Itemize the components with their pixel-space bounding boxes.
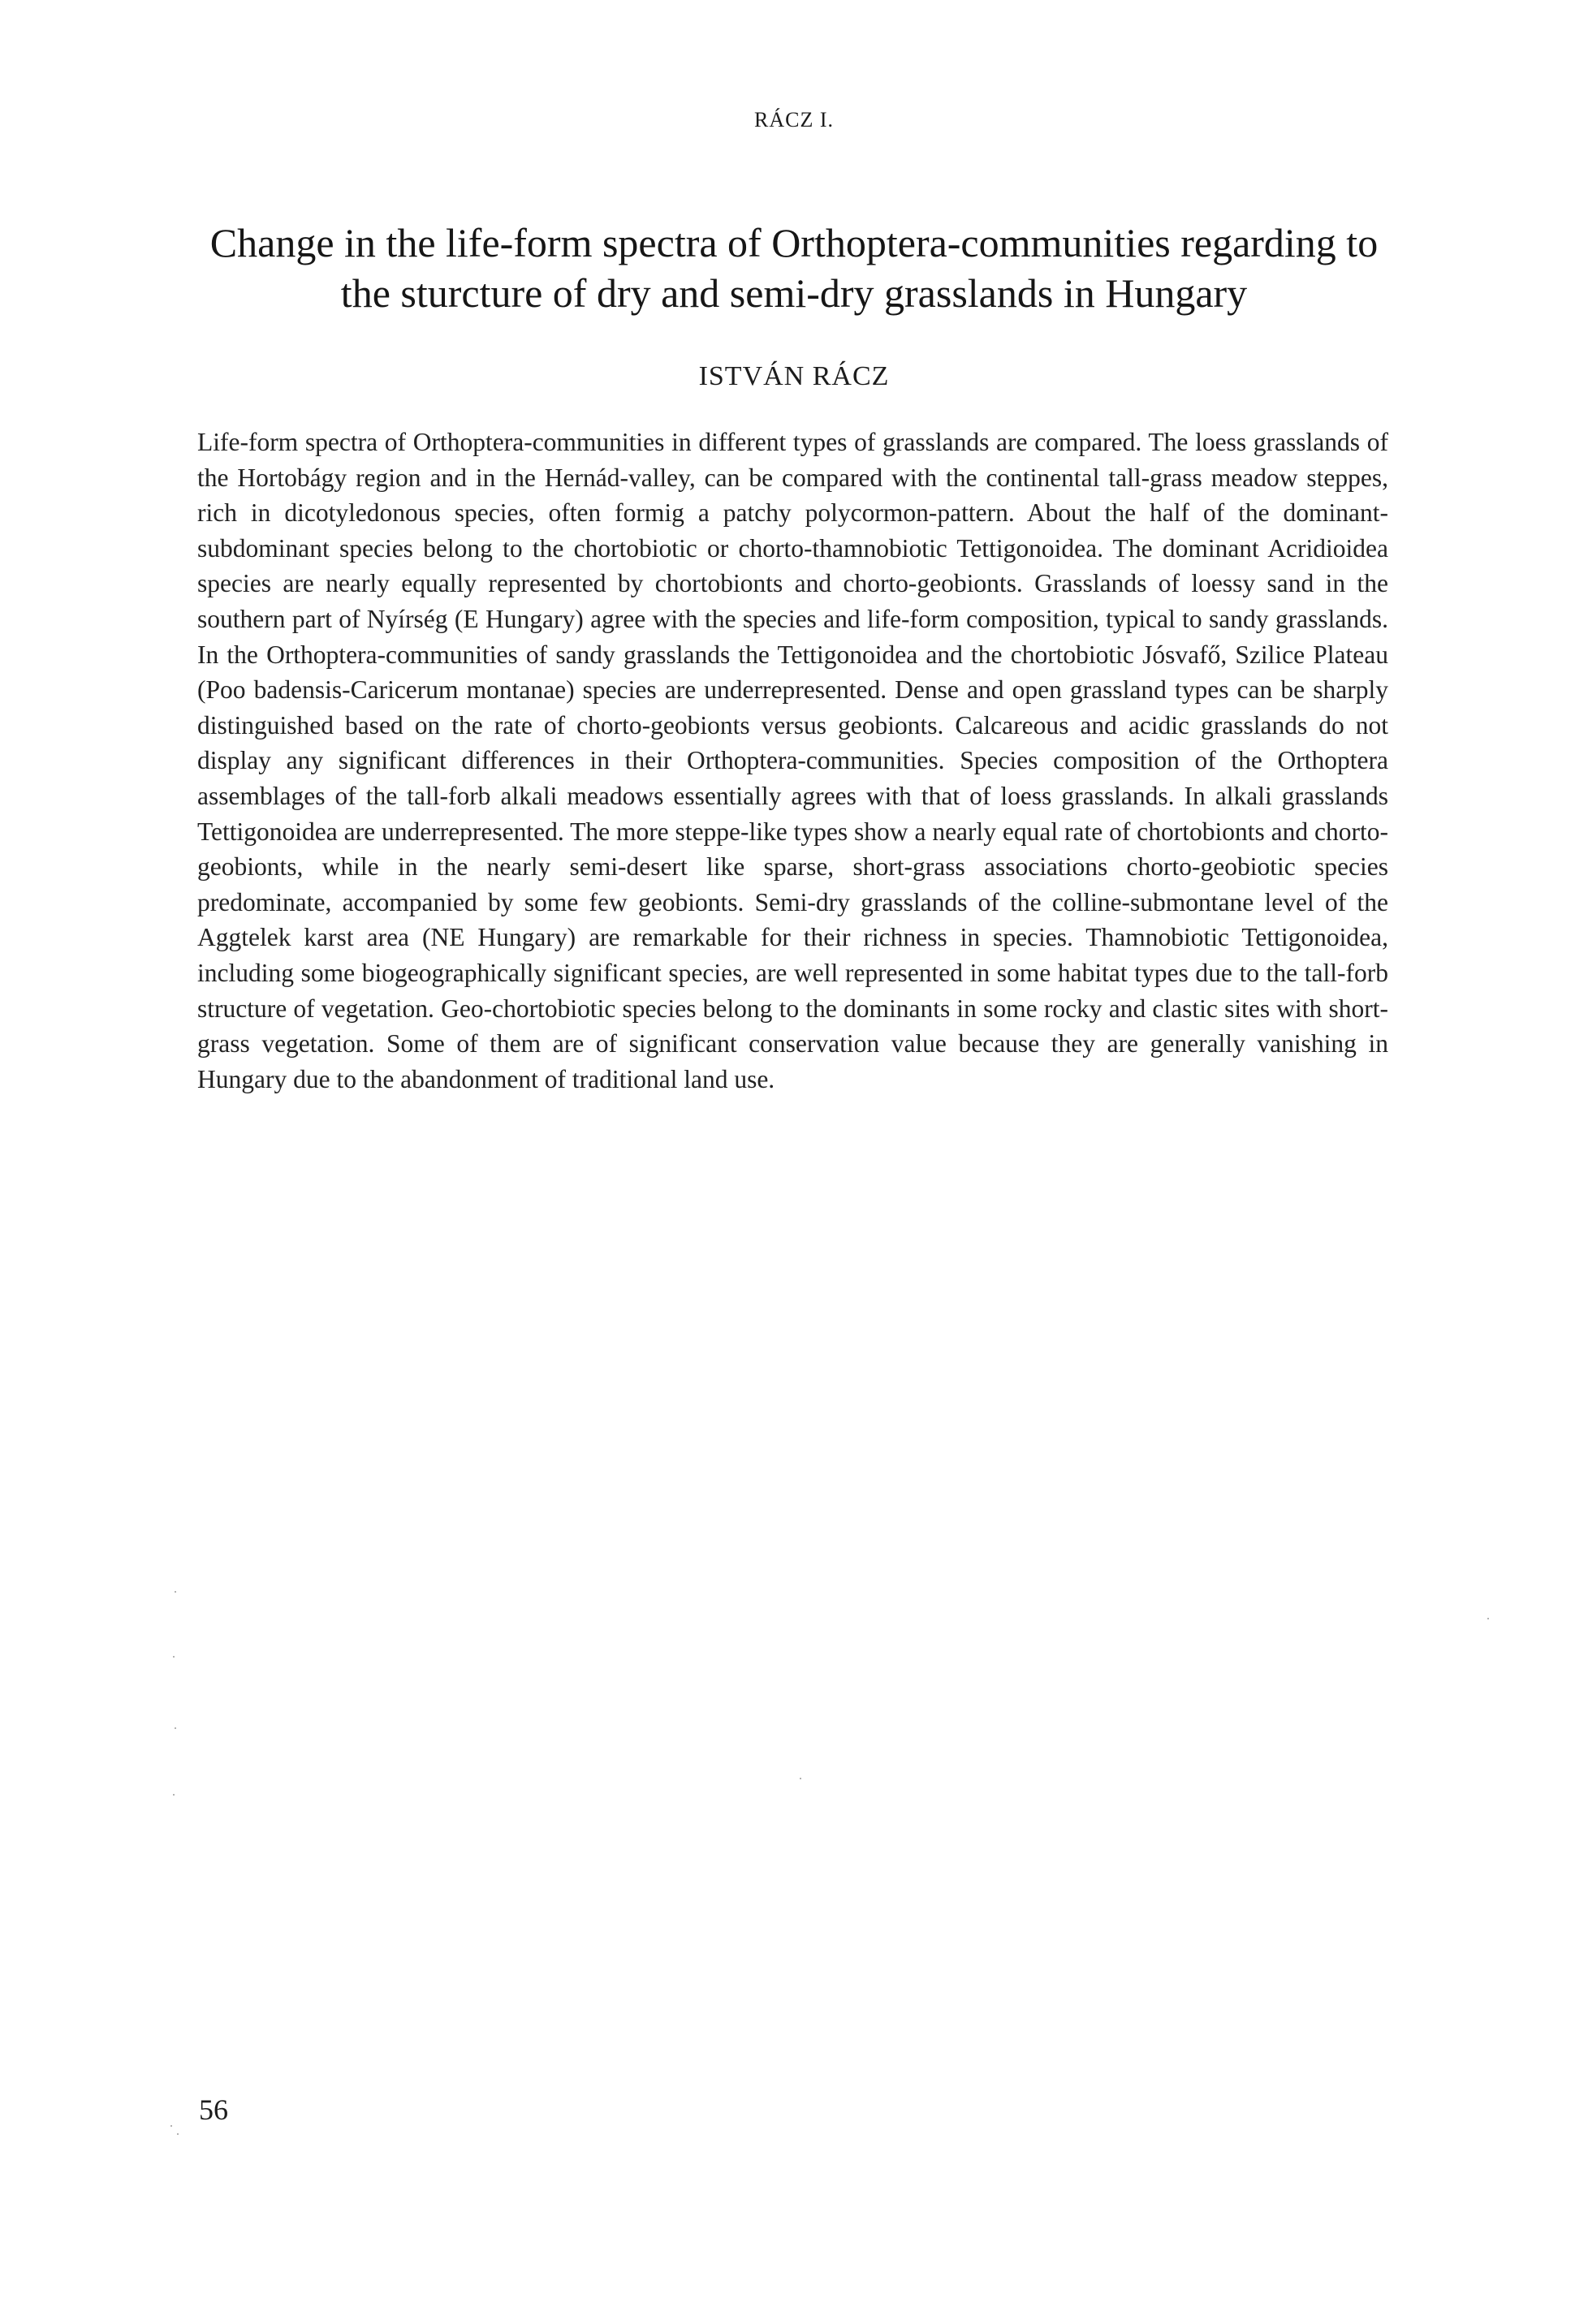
scan-speck	[177, 2133, 179, 2135]
scan-speck	[173, 1794, 175, 1796]
scan-speck	[175, 1591, 176, 1593]
author-name: ISTVÁN RÁCZ	[698, 361, 890, 391]
scan-speck	[800, 1778, 801, 1779]
paper-title: Change in the life-form spectra of Orthoptera-communities regarding to the sturcture of dry and semi-dry grasslands in Hungary	[209, 220, 1379, 316]
running-head: RÁCZ I.	[754, 108, 834, 132]
abstract-paragraph: Life-form spectra of Orthoptera-communities in different types of grasslands are compared. The loess grasslands of the Hortobágy region and in the Hernád-valley, can be compared with the continental tall-grass meadow steppes, rich in dicotyledonous species, often formig a patchy polycormon-pattern. About the half of the dominant-subdominant species belong to the chortobiotic or chorto-thamnobiotic Tettigonoidea. The dominant Acridioidea species are nearly equally represented by chortobionts and chorto-geobionts. Grasslands of loessy sand in the southern part of Nyírség (E Hungary) agree with the species and life-form composition, typical to sandy grasslands. In the Orthoptera-communities of sandy grasslands the Tettigonoidea and the chortobiotic Jósvafő, Szilice Plateau (Poo badensis-Caricerum montanae) species are underrepresented. Dense and open grassland types can be sharply distinguished based on the rate of chorto-geobionts versus geobionts. Calcareous and acidic grasslands do not display any significant differences in their Orthoptera-communities. Species composition of the Orthoptera assemblages of the tall-forb alkali meadows essentially agrees with that of loess grasslands. In alkali grasslands Tettigonoidea are underrepresented. The more steppe-like types show a nearly equal rate of chortobionts and chorto-geobionts, while in the nearly semi-desert like sparse, short-grass associations chorto-geobiotic species predominate, accompanied by some few geobionts. Semi-dry grasslands of the colline-submontane level of the Aggtelek karst area (NE Hungary) are remarkable for their richness in species. Thamnobiotic Tettigonoidea, including some biogeographically significant species, are well represented in some habitat types due to the tall-forb structure of vegetation. Geo-chortobiotic species belong to the dominants in some rocky and clastic sites with short-grass vegetation. Some of them are of significant conservation value because they are generally vanishing in Hungary due to the abandonment of traditional land use.	[197, 428, 1388, 1093]
page-number: 56	[199, 2093, 228, 2126]
scan-speck	[173, 1656, 175, 1658]
scan-speck	[1487, 1618, 1489, 1619]
scan-speck	[170, 2125, 172, 2127]
scan-speck	[175, 1727, 176, 1729]
